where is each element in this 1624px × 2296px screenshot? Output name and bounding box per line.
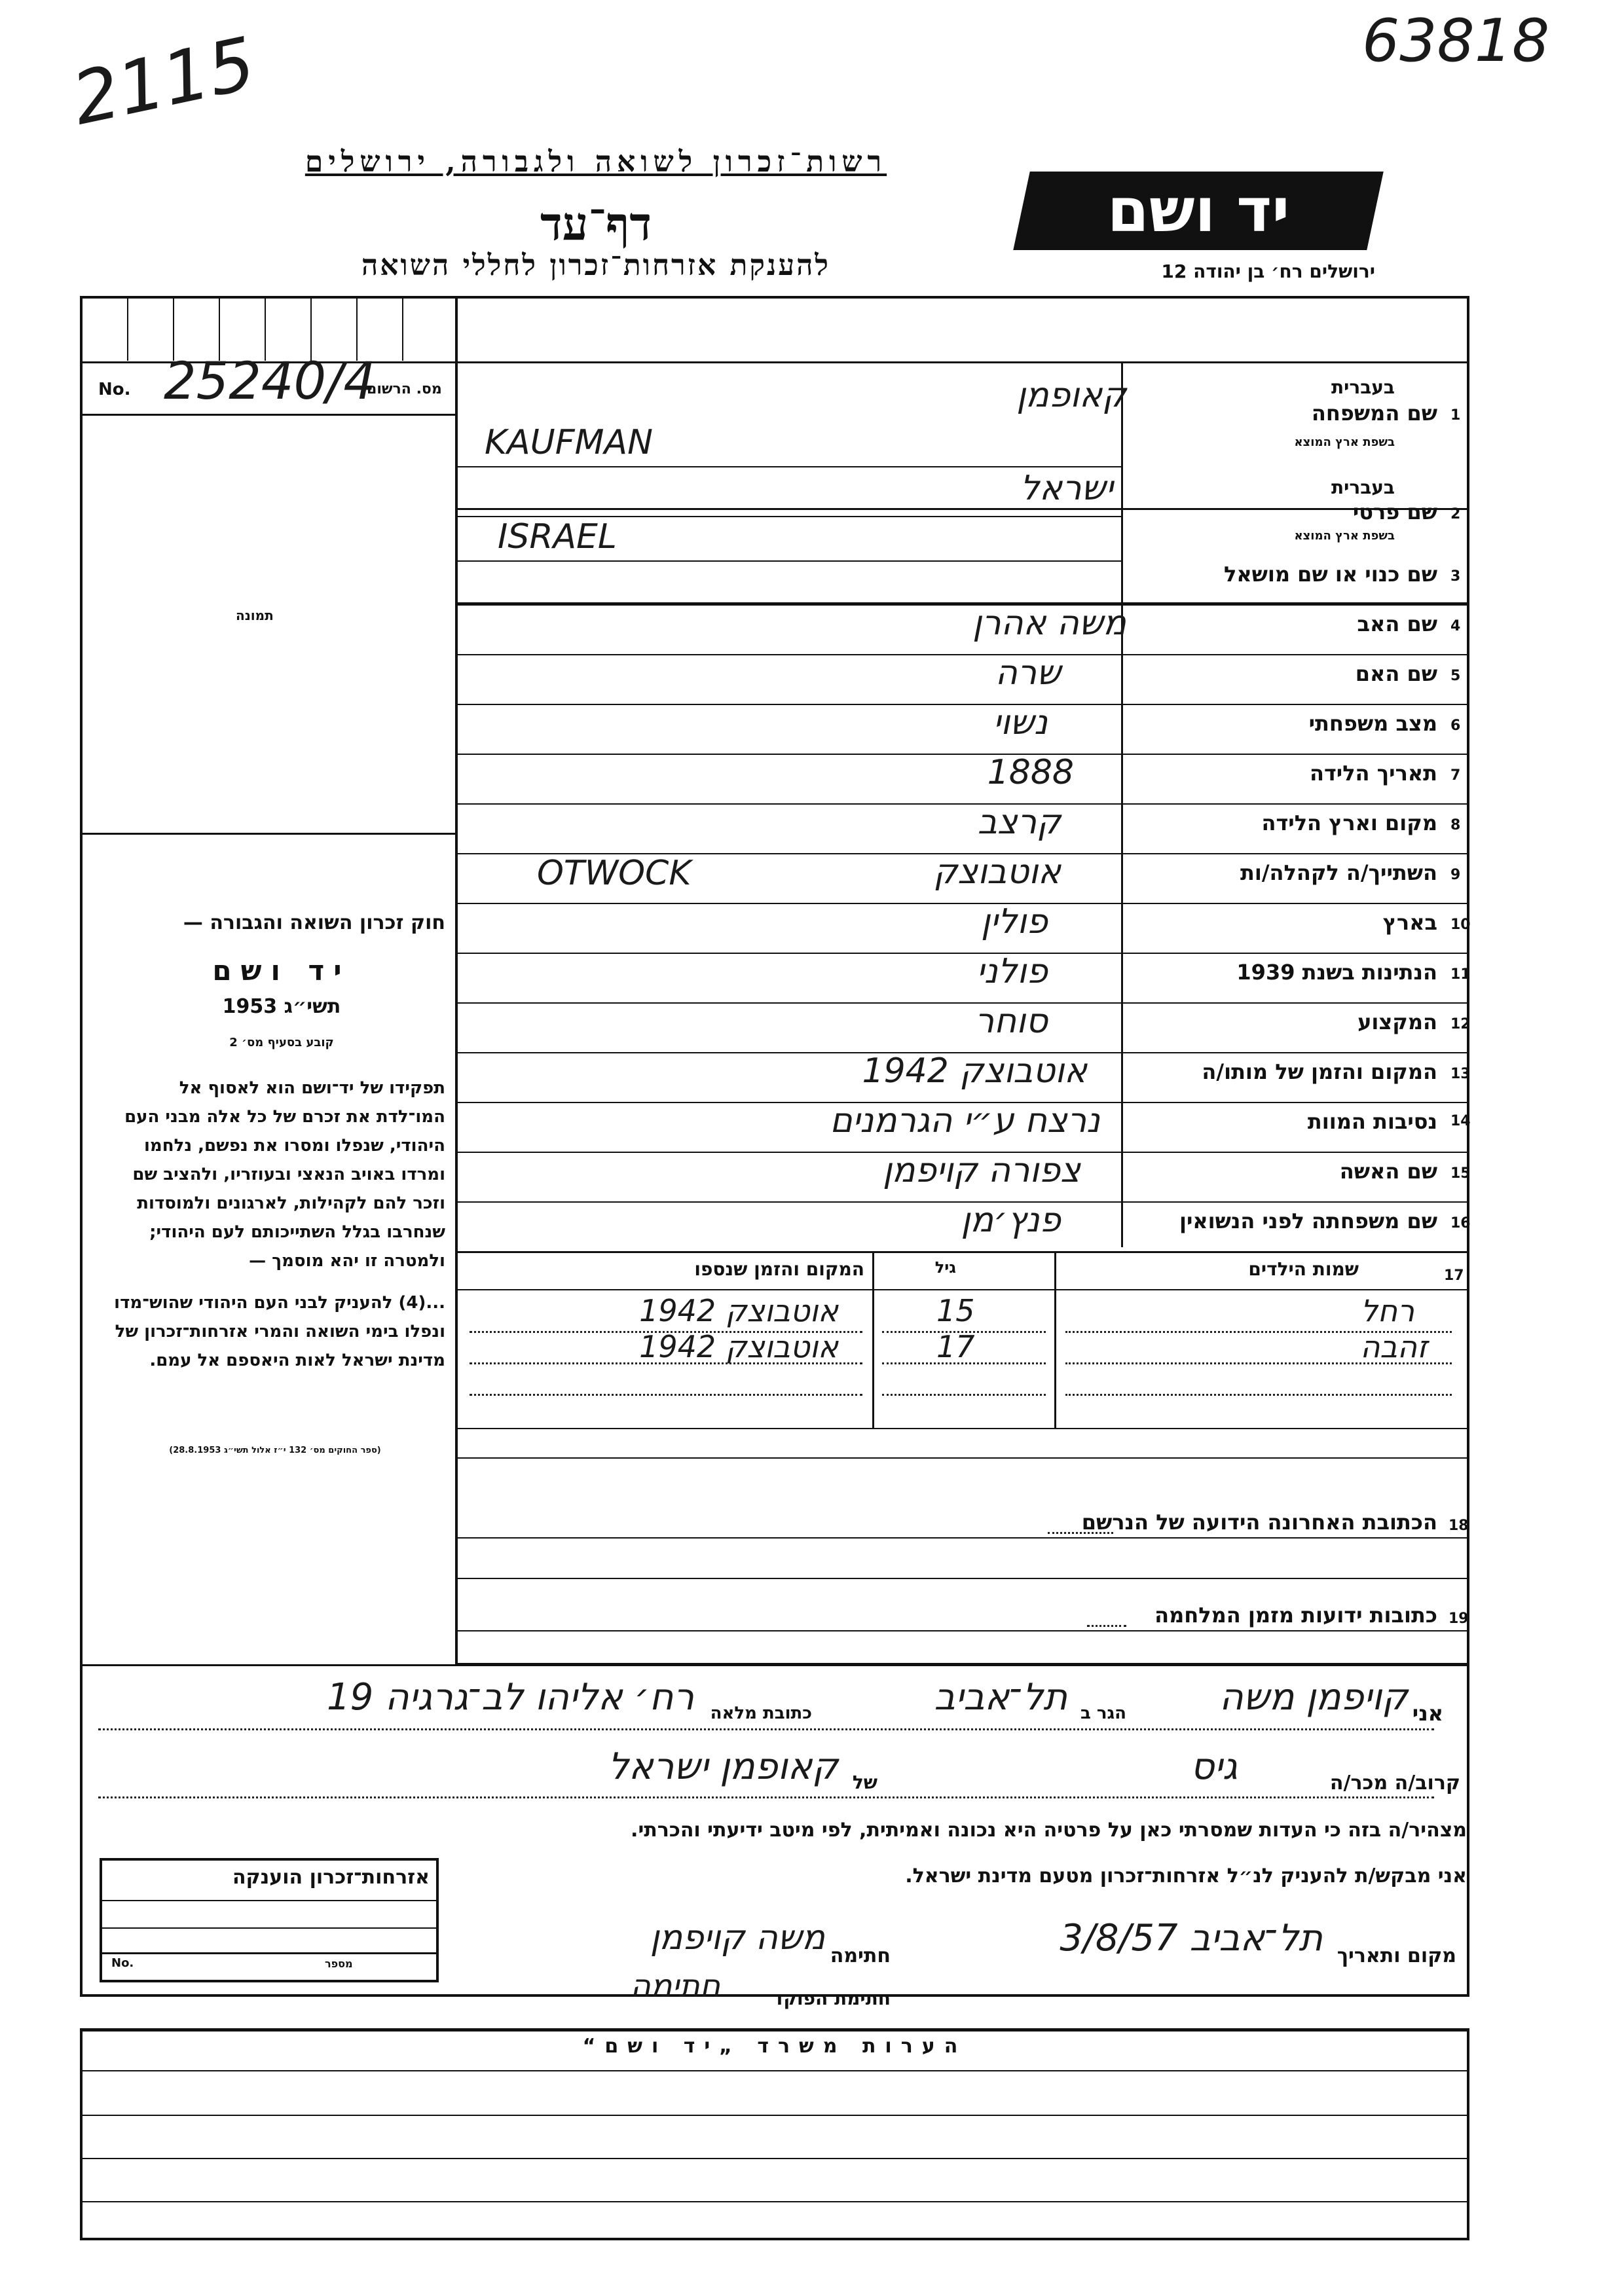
declaration-top-line xyxy=(80,1664,1469,1666)
yad-vashem-logo xyxy=(1013,172,1384,250)
top-left-note: 2115 xyxy=(65,21,263,141)
field-16-value: פנץ׳מן xyxy=(961,1201,1061,1240)
field-11-value: פולני xyxy=(976,952,1048,991)
label-column-divider xyxy=(1121,363,1123,1247)
decl-address-value: רח׳ אליהו לב־גרגיה 19 xyxy=(326,1676,694,1719)
decl-of-label: של xyxy=(852,1772,877,1793)
field-18-dots xyxy=(1048,1532,1113,1534)
field-15-label: שם האשה xyxy=(1339,1159,1437,1184)
decl-line-1 xyxy=(98,1728,1434,1730)
decl-signature-label: חתימה xyxy=(830,1944,891,1967)
field-2-label: שם פרטי xyxy=(1352,500,1437,524)
field-18-line xyxy=(456,1537,1469,1539)
children-col-place: המקום והזמן שנספו xyxy=(694,1258,864,1280)
field-1-sub-origin: בשפת ארץ המוצא xyxy=(1294,435,1395,449)
notes-top-line xyxy=(80,2028,1469,2032)
field-16-label: שם משפחתה לפני הנשואין xyxy=(1179,1209,1437,1233)
field-3-label: שם כנוי או שם מושאל xyxy=(1223,562,1437,587)
field-18-line-2 xyxy=(456,1578,1469,1579)
decl-officer-label: חתימת הפוקד xyxy=(772,1988,891,2009)
field-10-line xyxy=(456,953,1469,954)
field-15-number: 15 xyxy=(1450,1165,1471,1182)
field-4-number: 4 xyxy=(1450,618,1461,634)
field-15-value: צפורה קויפמן xyxy=(883,1151,1080,1190)
law-para-2: ...(4) להעניק לבני העם היהודי שהוש־מדו ונפלו בימי השואה והמרי אזרחות־זכרון של מדינת ישראל לאות היאספם אל עמם. xyxy=(114,1293,445,1370)
decl-i-value: קויפמן משה xyxy=(1219,1676,1408,1719)
notes-left-border xyxy=(80,2028,83,2240)
child-age: 17 xyxy=(936,1329,975,1364)
decl-resident-label: הגר ב xyxy=(1080,1704,1126,1723)
field-6-number: 6 xyxy=(1450,718,1461,734)
field-5-line xyxy=(456,704,1469,705)
field-13-value: אוטבוצק 1942 xyxy=(862,1051,1087,1091)
decl-officer-signature: חתימה xyxy=(630,1968,720,2005)
photo-bottom-line xyxy=(80,833,456,835)
field-19-line-2 xyxy=(456,1663,1469,1664)
field-11-number: 11 xyxy=(1450,966,1471,983)
decl-place-date-value: תל־אביב 3/8/57 xyxy=(1060,1917,1323,1959)
field-2-sub-hebrew: בעברית xyxy=(1331,477,1395,498)
field-19-line xyxy=(456,1630,1469,1631)
law-source: (ספר החוקים מס׳ 132 י״ז אלול תשי״ג 28.8.1953) xyxy=(169,1446,381,1455)
field-11-label: הנתינות בשנת 1939 xyxy=(1236,960,1437,985)
field-1-sub-hebrew: בעברית xyxy=(1331,376,1395,398)
field-8-label: מקום וארץ הלידה xyxy=(1261,811,1437,835)
field-10-number: 10 xyxy=(1450,917,1471,933)
field-1-label: שם המשפחה xyxy=(1311,401,1437,426)
field-6-value: נשוי xyxy=(993,703,1048,742)
field-6-line xyxy=(456,754,1469,755)
notes-line-3 xyxy=(80,2158,1469,2159)
citizenship-no-label: No. xyxy=(111,1956,134,1970)
decl-i-label: אני xyxy=(1412,1701,1443,1726)
field-4-value: משה אהרן xyxy=(972,604,1126,643)
child-name: זהבה xyxy=(1360,1329,1428,1364)
field-19-dots xyxy=(1087,1625,1126,1627)
field-9-number: 9 xyxy=(1450,867,1461,883)
decl-place-date-label: מקום ותאריך xyxy=(1337,1944,1456,1967)
child-place: אוטבוצק 1942 xyxy=(639,1329,838,1364)
field-12-value: סוחר xyxy=(974,1002,1048,1041)
law-title: חוק זכרון השואה והגבורה — xyxy=(183,911,445,934)
field-2-number: 2 xyxy=(1450,506,1461,522)
citizenship-title: אזרחות־זכרון הוענקה xyxy=(232,1866,430,1889)
child-place: אוטבוצק 1942 xyxy=(639,1293,838,1328)
field-14-label: נסיבות המוות xyxy=(1307,1109,1437,1134)
field-2-value-hebrew: ישראל xyxy=(1020,469,1113,508)
field-14-value: נרצח ע״י הגרמנים xyxy=(830,1101,1100,1140)
decl-address-label: כתובת מלאה xyxy=(710,1704,812,1723)
f1-bottom-line xyxy=(456,508,1469,510)
notes-line-4 xyxy=(80,2201,1469,2202)
decl-signature-value: משה קויפמן xyxy=(650,1918,825,1958)
field-4-label: שם האב xyxy=(1357,611,1437,636)
field-7-number: 7 xyxy=(1450,767,1461,784)
logo-text: יד ושם xyxy=(1107,175,1290,246)
field-2-value-latin: ISRAEL xyxy=(498,517,617,556)
law-para-1: תפקידו של יד־ושם הוא לאסוף אל המו־לדת את זכרם של כל אלה מבני העם היהודי, שנפלו ומסרו את נפשם, נלחמו ומרדו באויב הנאצי ובעוזריו, ולהציב שם וזכר להם לקהילות, לארגונים ולמוסדות שנחרבו בגלל השתייכותם לעם היהודי; ולמטרה זו יהא מוסמך — xyxy=(124,1078,445,1271)
field-14-number: 14 xyxy=(1450,1113,1471,1129)
decl-of-value: קאופמן ישראל xyxy=(608,1745,838,1788)
field-18-number: 18 xyxy=(1449,1518,1469,1534)
field-11-line xyxy=(456,1002,1469,1004)
f2-mid-line xyxy=(456,560,1121,562)
field-7-line xyxy=(456,803,1469,805)
field-10-label: בארץ xyxy=(1382,910,1437,935)
child-name: רחל xyxy=(1360,1293,1414,1328)
field-18-label: הכתובת האחרונה הידועה של הנרשם xyxy=(1081,1510,1437,1535)
field-5-number: 5 xyxy=(1450,668,1461,684)
children-col-age: גיל xyxy=(934,1258,956,1277)
field-5-label: שם האם xyxy=(1355,661,1437,686)
children-col-names: שמות הילדים xyxy=(1248,1258,1359,1280)
office-notes-title: הערות משרד „יד ושם“ xyxy=(582,2035,967,2058)
notes-bottom-line xyxy=(80,2238,1469,2240)
field-19-number: 19 xyxy=(1449,1611,1469,1627)
field-9-line xyxy=(456,903,1469,904)
notes-line-1 xyxy=(80,2070,1469,2071)
field-9-value: אוטבוצק xyxy=(933,852,1061,892)
notes-line-2 xyxy=(80,2115,1469,2116)
field-13-number: 13 xyxy=(1450,1066,1471,1082)
field-1-value-latin: KAUFMAN xyxy=(485,423,653,462)
notes-right-border xyxy=(1467,2028,1469,2240)
law-year: תשי״ג 1953 xyxy=(222,995,341,1018)
decl-resident-value: תל־אביב xyxy=(934,1676,1067,1719)
decl-relative-value: גיס xyxy=(1190,1745,1238,1788)
photo-label: תמונה xyxy=(236,608,274,623)
law-clause: קובע בסעיף מס׳ 2 xyxy=(229,1036,334,1049)
citizenship-number-label: מספר xyxy=(325,1958,353,1970)
reg-line xyxy=(80,414,456,416)
reg-number: 25240/4 xyxy=(164,352,377,411)
field-8-number: 8 xyxy=(1450,817,1461,833)
field-10-value: פולין xyxy=(981,902,1048,941)
logo-address: ירושלים רח׳ בן יהודה 12 xyxy=(1161,261,1375,282)
field-2-sub-origin: בשפת ארץ המוצא xyxy=(1294,529,1395,543)
field-1-value-hebrew: קאופמן xyxy=(1016,376,1126,415)
field-9-label: השתייך/ה לקהלה/ות xyxy=(1240,860,1437,885)
field-9-value-latin: OTWOCK xyxy=(537,854,692,893)
field-3-number: 3 xyxy=(1450,568,1461,585)
f1-mid-line xyxy=(456,466,1121,467)
field-1-number: 1 xyxy=(1450,407,1461,424)
child-age: 15 xyxy=(936,1293,975,1328)
field-5-value: שרה xyxy=(995,653,1061,693)
field-8-value: קרצב xyxy=(977,803,1061,842)
citizenship-box xyxy=(100,1858,439,1982)
field-7-label: תאריך הלידה xyxy=(1309,761,1437,786)
form-subtitle: להענקת אזרחות־זכרון לחללי השואה xyxy=(361,249,830,282)
field-7-value: 1888 xyxy=(987,753,1074,792)
field-16-number: 16 xyxy=(1450,1215,1471,1231)
decl-statement: מצהיר/ה בזה כי העדות שמסרתי כאן על פרטיה היא נכונה ואמיתית, לפי מיטב ידיעתי והכרתי. xyxy=(631,1819,1467,1842)
field-6-label: מצב משפחתי xyxy=(1308,711,1437,736)
field-12-label: המקצוע xyxy=(1357,1010,1437,1034)
reg-no-label: No. xyxy=(98,380,131,399)
org-line: רשות־זכרון לשואה ולגבורה, ירושלים xyxy=(304,145,887,179)
field-12-number: 12 xyxy=(1450,1016,1471,1032)
field-13-label: המקום והזמן של מותו/ה xyxy=(1202,1059,1437,1084)
reg-label: מס. הרשום xyxy=(367,381,442,397)
field-4-line xyxy=(456,654,1469,655)
field-3-line xyxy=(456,604,1469,606)
decl-request: אני מבקש/ת להעניק לנ״ל אזרחות־זכרון מטעם מדינת ישראל. xyxy=(905,1865,1467,1887)
law-name: יד ושם xyxy=(212,955,351,987)
decl-line-2 xyxy=(98,1796,1434,1798)
field-19-label: כתובות ידועות מזמן המלחמה xyxy=(1154,1603,1437,1628)
form-title: דף־עד xyxy=(540,196,652,251)
office-code-boxes xyxy=(81,298,454,361)
field-17-number: 17 xyxy=(1444,1267,1464,1284)
stamp-number: 63818 xyxy=(1362,7,1550,75)
decl-relative-label: קרוב/ה מכר/ה xyxy=(1329,1772,1460,1795)
